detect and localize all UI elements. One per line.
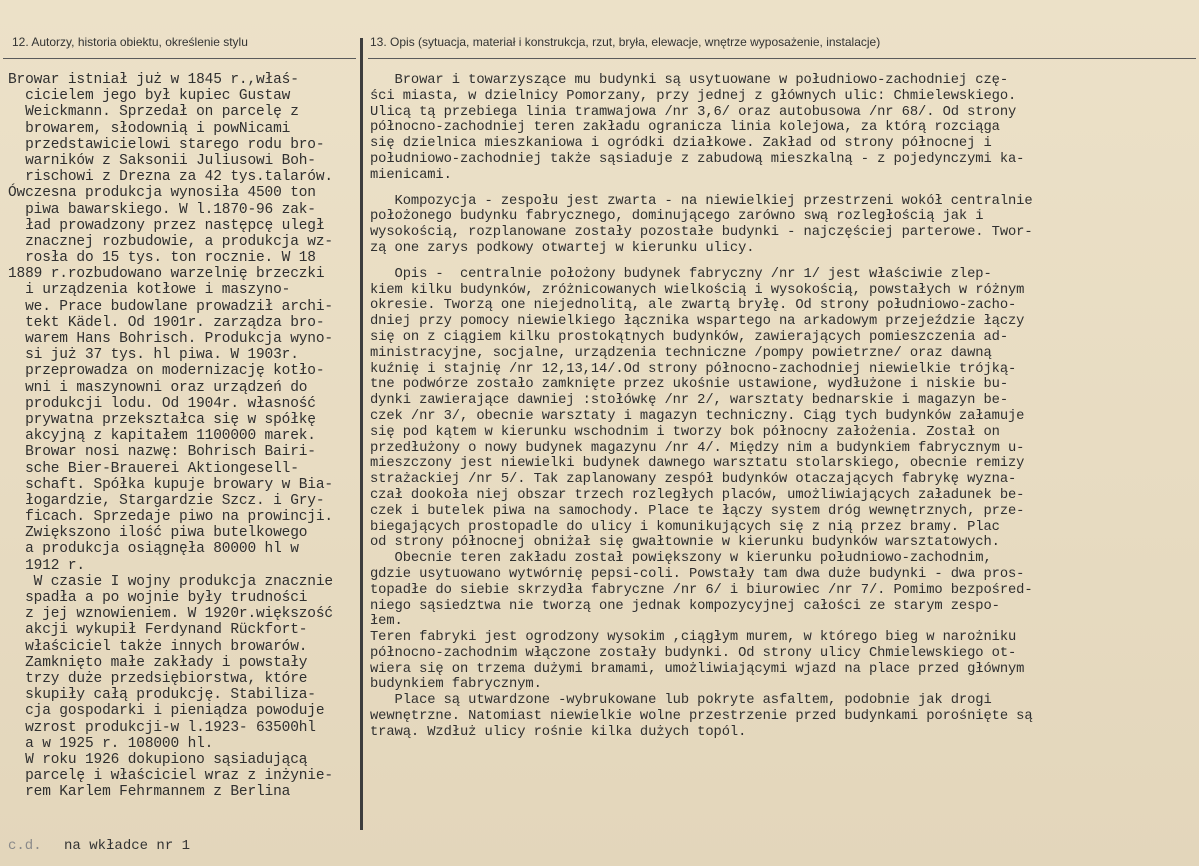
history-line: łogardzie, Stargardzie Szcz. i Gry- xyxy=(8,492,325,509)
history-line: Weickmann. Sprzedał on parcelę z xyxy=(8,104,299,121)
description-line: Browar i towarzyszące mu budynki są usytuowane w południowo-zachodniej czę- xyxy=(370,73,1009,88)
description-line: łem. xyxy=(370,614,403,630)
history-line: warników z Saksonii Juliusowi Boh- xyxy=(8,152,316,169)
description-line: czał dookoła niej obszar trzech rozległych placów, umożliwiających załadunek be- xyxy=(370,487,1025,503)
description-line: biegających prostopadle do ulicy i komunikujących się z nią przez bramy. Plac xyxy=(370,519,1000,535)
history-line: i urządzenia kotłowe i maszyno- xyxy=(8,282,291,299)
history-line: rischowi z Drezna za 42 tys.talarów. xyxy=(8,169,333,186)
history-line: wni i maszynowni oraz urządzeń do xyxy=(8,379,308,396)
description-line: okresie. Tworzą one niejednolitą, ale zwartą bryłę. Od strony południowo-zacho- xyxy=(370,298,1017,314)
history-line: Browar nosi nazwę: Bohrisch Bairi- xyxy=(8,444,316,461)
history-line: spadła a po wojnie były trudności xyxy=(8,590,308,606)
history-line: właściciel także innych browarów. xyxy=(8,638,308,655)
history-line: parcelę i właściciel wraz z inżynie- xyxy=(8,768,333,785)
history-line: ład prowadzony przez następcę uległ xyxy=(8,217,325,234)
description-line: zą one zarys podkowy otwartej w kierunku ulicy. xyxy=(370,240,755,256)
description-line: tne podwórze zostało zamknięte przez ukośnie ustawione, wydłużone i niskie bu- xyxy=(370,377,1009,393)
history-line: znacznej rozbudowie, a produkcja wz- xyxy=(8,233,333,250)
description-line: się pod kątem w kierunku wschodnim i tworzy bok północny założenia. Został on xyxy=(370,424,1000,440)
description-line: Place są utwardzone -wybrukowane lub pokryte asfaltem, podobnie jak drogi xyxy=(370,693,992,709)
history-line: 1912 r. xyxy=(8,557,85,574)
history-line: a w 1925 r. 108000 hl. xyxy=(8,735,214,752)
history-line: sche Bier-Brauerei Aktiongesell- xyxy=(8,460,299,477)
history-line: browarem, słodownią i powNicami xyxy=(8,120,291,137)
history-line: 1889 r.rozbudowano warzelnię brzeczki xyxy=(8,266,325,283)
history-line: cja gospodarki i pieniądza powoduje xyxy=(8,703,325,720)
column-divider xyxy=(360,38,363,830)
description-line: północno-zachodnim włączone zostały budynki. Od strony ulicy Chmielewskiego ot- xyxy=(370,645,1017,661)
history-line: trzy duże przedsiębiorstwa, które xyxy=(8,670,308,687)
history-line: skupiły całą produkcję. Stabiliza- xyxy=(8,687,316,704)
continuation-mark: c.d. xyxy=(8,838,42,854)
history-line: produkcji lodu. Od 1904r. własność xyxy=(8,395,316,412)
history-line: prywatna przekształca się w spółkę xyxy=(8,411,316,428)
history-line: piwa bawarskiego. W l.1870-96 zak- xyxy=(8,201,316,218)
description-line: topadłe do siebie skrzydła fabryczne /nr 6/ i biurowiec /nr 7/. Pomimo bezpośred- xyxy=(370,582,1033,598)
description-line: kiem kilku budynków, zróżnicowanych wielkością i wysokością, powstałych w różnym xyxy=(370,282,1025,298)
paragraph-gap xyxy=(370,257,1196,267)
description-line: strażackiej /nr 5/. Tak zaplanowany zespół budynków otaczających fabrykę wyzna- xyxy=(370,472,1017,488)
description-line: Opis - centralnie położony budynek fabryczny /nr 1/ jest właściwie zlep- xyxy=(370,266,992,282)
history-line: W czasie I wojny produkcja znacznie xyxy=(8,573,333,590)
description-line: czek /nr 3/, obecnie warsztaty i magazyn techniczny. Ciąg tych budynków załamuje xyxy=(370,408,1025,424)
history-line: rosła do 15 tys. ton rocznie. W 18 xyxy=(8,250,316,267)
description-line: położonego budynku fabrycznego, dominującego zarówno swą rozległością jak i xyxy=(370,209,984,225)
history-line: Browar istniał już w 1845 r.,właś- xyxy=(8,72,299,88)
paragraph-gap xyxy=(370,184,1196,194)
description-line: budynkiem fabrycznym. xyxy=(370,677,542,693)
header-rule-left xyxy=(3,58,356,59)
description-line: ministracyjne, socjalne, urządzenia techniczne /pompy powietrzne/ oraz dawną xyxy=(370,345,992,361)
description-line: mienicami. xyxy=(370,167,452,183)
description-line: dynki zawierające dawniej :stołówkę /nr 2/, warsztaty bednarskie i magazyn be- xyxy=(370,393,1009,409)
history-line: Zwiększono ilość piwa butelkowego xyxy=(8,525,308,542)
history-line: przedstawicielowi starego rodu bro- xyxy=(8,136,325,153)
history-line: we. Prace budowlane prowadził archi- xyxy=(8,298,333,315)
history-line: si już 37 tys. hl piwa. W 1903r. xyxy=(8,347,299,364)
description-text-column xyxy=(370,73,1196,741)
history-line: przeprowadza on modernizację kotło- xyxy=(8,363,325,380)
description-line: gdzie usytuowano wytwórnię pepsi-coli. Powstały tam dwa duże budynki - dwa pros- xyxy=(370,566,1025,582)
history-line: wzrost produkcji-w l.1923- 63500hl xyxy=(8,719,316,736)
history-line: W roku 1926 dokupiono sąsiadującą xyxy=(8,751,308,768)
description-line: trawą. Wzdłuż ulicy rośnie kilka dużych topól. xyxy=(370,724,747,740)
history-line: rem Karlem Fehrmannem z Berlina xyxy=(8,784,291,801)
description-line: Obecnie teren zakładu został powiększony w kierunku południowo-zachodnim, xyxy=(370,551,992,567)
description-line: Kompozycja - zespołu jest zwarta - na niewielkiej przestrzeni wokół centralnie xyxy=(370,193,1033,209)
description-line: niego sąsiedztwa nie tworzą one jednak kompozycyjnej całości ze starym zespo- xyxy=(370,598,1000,614)
description-line: ści miasta, w dzielnicy Pomorzany, przy jednej z głównych ulic: Chmielewskiego. xyxy=(370,88,1017,104)
history-line: Zamknięto małe zakłady i powstały xyxy=(8,654,308,671)
description-line: wewnętrzne. Natomiast niewielkie wolne przestrzenie przed budynkami porośnięte są xyxy=(370,709,1033,725)
history-text-column xyxy=(8,72,360,800)
description-line: się on z ciągiem kilku prostokątnych budynków, zawierających pomieszczenia ad- xyxy=(370,329,1009,345)
description-line: północno-zachodniej teren zakładu ogranicza linia kolejowa, za którą rozciąga xyxy=(370,120,1000,136)
description-line: się dzielnica mieszkaniowa i ogródki działkowe. Zakład od strony północnej i xyxy=(370,136,992,152)
description-line: kuźnię i stajnię /nr 12,13,14/.Od strony północno-zachodniej niewielkie trójką- xyxy=(370,361,1017,377)
history-line: cicielem jego był kupiec Gustaw xyxy=(8,88,291,105)
description-line: czek i butelek piwa na samochody. Place te łączy system dróg wewnętrznych, prze- xyxy=(370,503,1025,519)
description-line: od strony północnej obniżał się gwałtownie w kierunku budynków warsztatowych. xyxy=(370,535,1000,551)
history-line: akcji wykupił Ferdynand Rückfort- xyxy=(8,622,308,639)
history-line: z jej wznowieniem. W 1920r.większość xyxy=(8,606,333,623)
section-12-header: 12. Autorzy, historia obiektu, określenie stylu xyxy=(12,35,248,49)
history-line: ficach. Sprzedaje piwo na prowincji. xyxy=(8,509,333,526)
history-line: tekt Kädel. Od 1901r. zarządza bro- xyxy=(8,314,325,331)
history-line: Ówczesna produkcja wynosiła 4500 ton xyxy=(8,185,316,202)
description-line: Teren fabryki jest ogrodzony wysokim ,ciągłym murem, w którego bieg w narożniku xyxy=(370,630,1017,646)
history-line: a produkcja osiągnęła 80000 hl w xyxy=(8,541,299,558)
description-line: Ulicą tą przebiega linia tramwajowa /nr 3,6/ oraz autobusowa /nr 68/. Od strony xyxy=(370,104,1017,120)
continuation-text: na wkładce nr 1 xyxy=(64,838,191,854)
description-line: wysokością, rozplanowane zostały pozostałe budynki - najczęściej parterowe. Twor- xyxy=(370,225,1033,241)
description-line: wiera się on trzema dużymi bramami, umożliwiającymi wjazd na place przed głównym xyxy=(370,661,1025,677)
history-line: schaft. Spółka kupuje browary w Bia- xyxy=(8,476,333,493)
section-13-header: 13. Opis (sytuacja, materiał i konstrukcja, rzut, bryła, elewacje, wnętrze wyposażenie, instalacje) xyxy=(370,35,881,49)
description-line: przedłużony o nowy budynek magazynu /nr 4/. Między nim a budynkiem fabrycznym u- xyxy=(370,440,1025,456)
description-line: mieszczony jest niewielki budynek dawnego warsztatu stolarskiego, obecnie remizy xyxy=(370,456,1025,472)
history-line: warem Hans Bohrisch. Produkcja wyno- xyxy=(8,331,333,347)
description-line: dniej przy pomocy niewielkiego łącznika wspartego na arkadowym przejeździe łączy xyxy=(370,314,1025,330)
header-rule-right xyxy=(368,58,1196,59)
history-line: akcyjną z kapitałem 1100000 marek. xyxy=(8,428,316,445)
continuation-note xyxy=(8,838,190,854)
description-line: południowo-zachodniej także sąsiaduje z zabudową mieszkalną - z pojedynczymi ka- xyxy=(370,151,1025,167)
